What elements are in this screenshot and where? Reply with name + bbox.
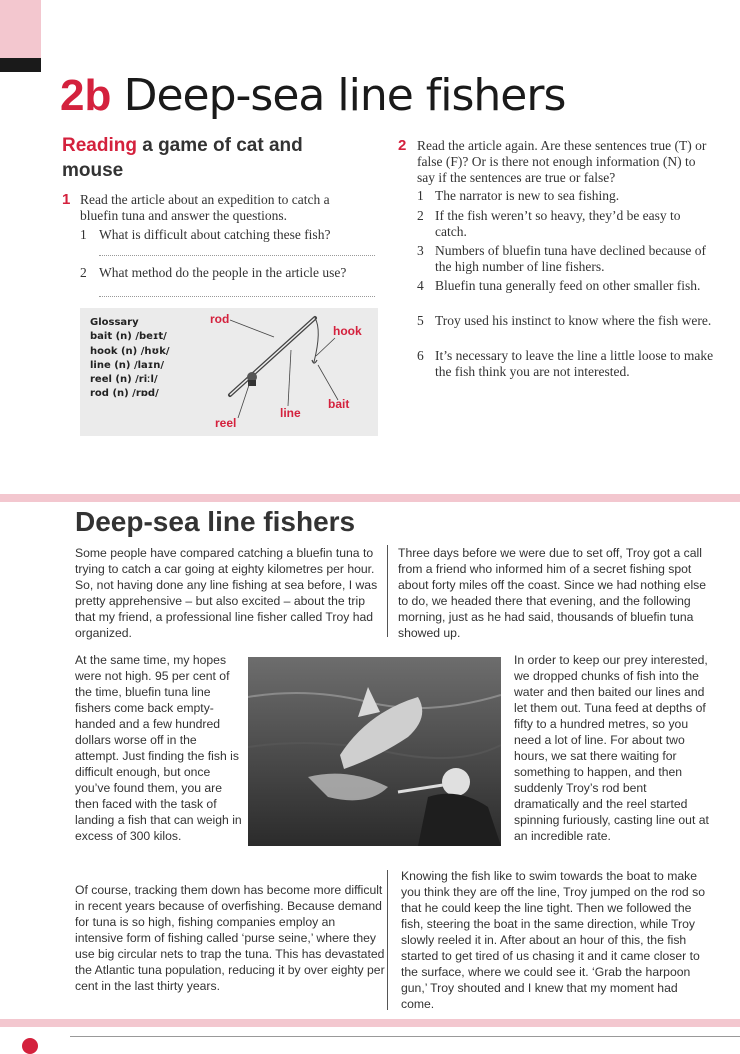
label-bait: bait [328, 397, 350, 411]
glossary-entry: bait (n) /beɪt/ [90, 331, 167, 343]
column-divider [387, 870, 388, 1010]
item-number: 1 [417, 188, 424, 203]
corner-tab-dark [0, 58, 41, 72]
article-title: Deep-sea line fishers [75, 506, 356, 537]
unit-number: 2b [60, 71, 112, 120]
article-paragraph-6: Knowing the fish like to swim towards the boat to make you think they are off the line, Troy jumped on the rod so that he could keep the line tight. Then we followed the fish, steering the boat in the same direction, while Troy slowly reeled it in. After about an hour of this, the fish started to get tired of us chasing it and it came closer to the surface, where we could see it. ‘Grab the harpoon gun,’ Troy shouted and I knew that my moment had come. [401, 869, 705, 1011]
exercise-1-number: 1 [62, 191, 71, 208]
statement: Bluefin tuna generally feed on other smaller fish. [435, 278, 701, 293]
column-divider [387, 545, 388, 637]
answer-line-1[interactable] [99, 255, 375, 256]
exercise-1-q1-number: 1 [80, 227, 87, 242]
exercise-1-q2-number: 2 [80, 265, 87, 280]
statement: Numbers of bluefin tuna have declined because of the high number of line fishers. [435, 243, 707, 274]
tuna-photo [248, 657, 501, 846]
label-reel: reel [215, 416, 237, 430]
exercise-1-q2-text: What method do the people in the article use? [99, 265, 347, 280]
glossary-entry: hook (n) /hʊk/ [90, 345, 170, 357]
glossary-title: Glossary [90, 317, 139, 328]
glossary-list [90, 316, 170, 402]
corner-tab [0, 0, 41, 58]
exercise-2-list [417, 188, 717, 388]
article-paragraph-1: Some people have compared catching a bluefin tuna to trying to catch a car going at eighty kilometres per hour. So, not having done any line fishing at sea before, I was pretty apprehensive – but also excited – about the trip that my friend, a professional line fisher called Troy had organized. [75, 546, 378, 640]
glossary-entry: line (n) /laɪn/ [90, 359, 165, 371]
exercise-2-instruction: Read the article again. Are these sentences true (T) or false (F)? Or is there not enough information (N) to say if the sentences are true or false? [417, 138, 707, 185]
glossary-entry: rod (n) /rɒd/ [90, 388, 159, 400]
item-number: 3 [417, 243, 424, 258]
answer-line-2[interactable] [99, 296, 375, 297]
statement: The narrator is new to sea fishing. [435, 188, 620, 203]
article-paragraph-3: Of course, tracking them down has become more difficult in recent years because of overfishing. Because demand for tuna is so high, fishing companies employ an intensive form of fishing called ‘purse seine,’ where they use big circular nets to trap the tuna. This has devastated the Atlantic tuna population, reducing it by over eighty per cent in the last thirty years. [75, 883, 385, 993]
glossary-entry: reel (n) /riːl/ [90, 374, 158, 386]
article-paragraph-2: At the same time, my hopes were not high. 95 per cent of the time, bluefin tuna line fishers come back empty-handed and a few hundred dollars worse off in the attempt. Just finding the fish is difficult enough, but once you’ve found them, you are then faced with the task of landing a fish that can weigh in excess of 300 kilos. [75, 653, 242, 843]
item-number: 2 [417, 208, 424, 223]
label-hook: hook [333, 324, 362, 338]
page-title [60, 68, 565, 124]
item-number: 6 [417, 348, 424, 363]
statement: If the fish weren’t so heavy, they’d be easy to catch. [435, 208, 681, 239]
section-heading [62, 133, 362, 183]
label-rod: rod [210, 312, 230, 326]
article-paragraph-4: Three days before we were due to set off, Troy got a call from a friend who informed him of a secret fishing spot about forty miles off the coast. Since we had nothing else to do, we headed there that evening, and the following morning, just as he had said, thousands of bluefin tuna showed up. [398, 546, 707, 640]
label-line: line [280, 406, 301, 420]
reading-label: Reading [62, 135, 137, 156]
exercise-1-instruction: Read the article about an expedition to catch a bluefin tuna and answer the questions. [80, 192, 330, 223]
footer-rule [70, 1036, 740, 1037]
statement: Troy used his instinct to know where the fish were. [435, 313, 712, 328]
item-number: 4 [417, 278, 424, 293]
statement: It’s necessary to leave the line a little loose to make the fish think you are not interested. [435, 348, 714, 379]
article-paragraph-5: In order to keep our prey interested, we dropped chunks of fish into the water and then baited our lines and let them out. Tuna feed at depths of fifty to a hundred metres, so you need a lot of line. For about two hours, we sat there waiting for something to happen, and then suddenly Troy’s rod bent dramatically and the reel started spinning furiously, casting line out at an incredible rate. [514, 653, 709, 843]
exercise-2-number: 2 [398, 137, 407, 154]
page-marker [22, 1038, 38, 1054]
unit-title-text: Deep-sea line fishers [123, 70, 566, 121]
exercise-1-q1-text: What is difficult about catching these fish? [99, 227, 331, 242]
section-divider [0, 494, 740, 502]
reading-subtitle: a game of cat and mouse [62, 135, 303, 181]
item-number: 5 [417, 313, 424, 328]
footer-band [0, 1019, 740, 1027]
